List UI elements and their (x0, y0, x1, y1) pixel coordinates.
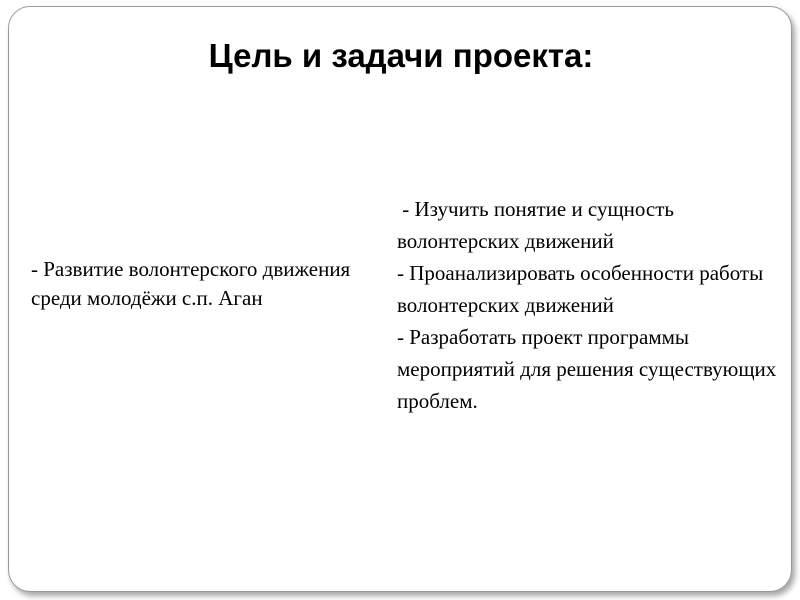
slide-title: Цель и задачи проекта: (208, 37, 594, 74)
slide-frame (8, 6, 792, 592)
project-goal-text: - Развитие волонтерского движения среди молодёжи с.п. Аган (31, 257, 351, 310)
task-item: - Изучить понятие и сущность волонтерских движений (397, 197, 680, 253)
task-item: - Проанализировать особенности работы волонтерских движений (397, 261, 764, 317)
project-tasks-list (397, 193, 782, 417)
task-item: - Разработать проект программы мероприятий для решения существующих проблем. (397, 325, 777, 413)
